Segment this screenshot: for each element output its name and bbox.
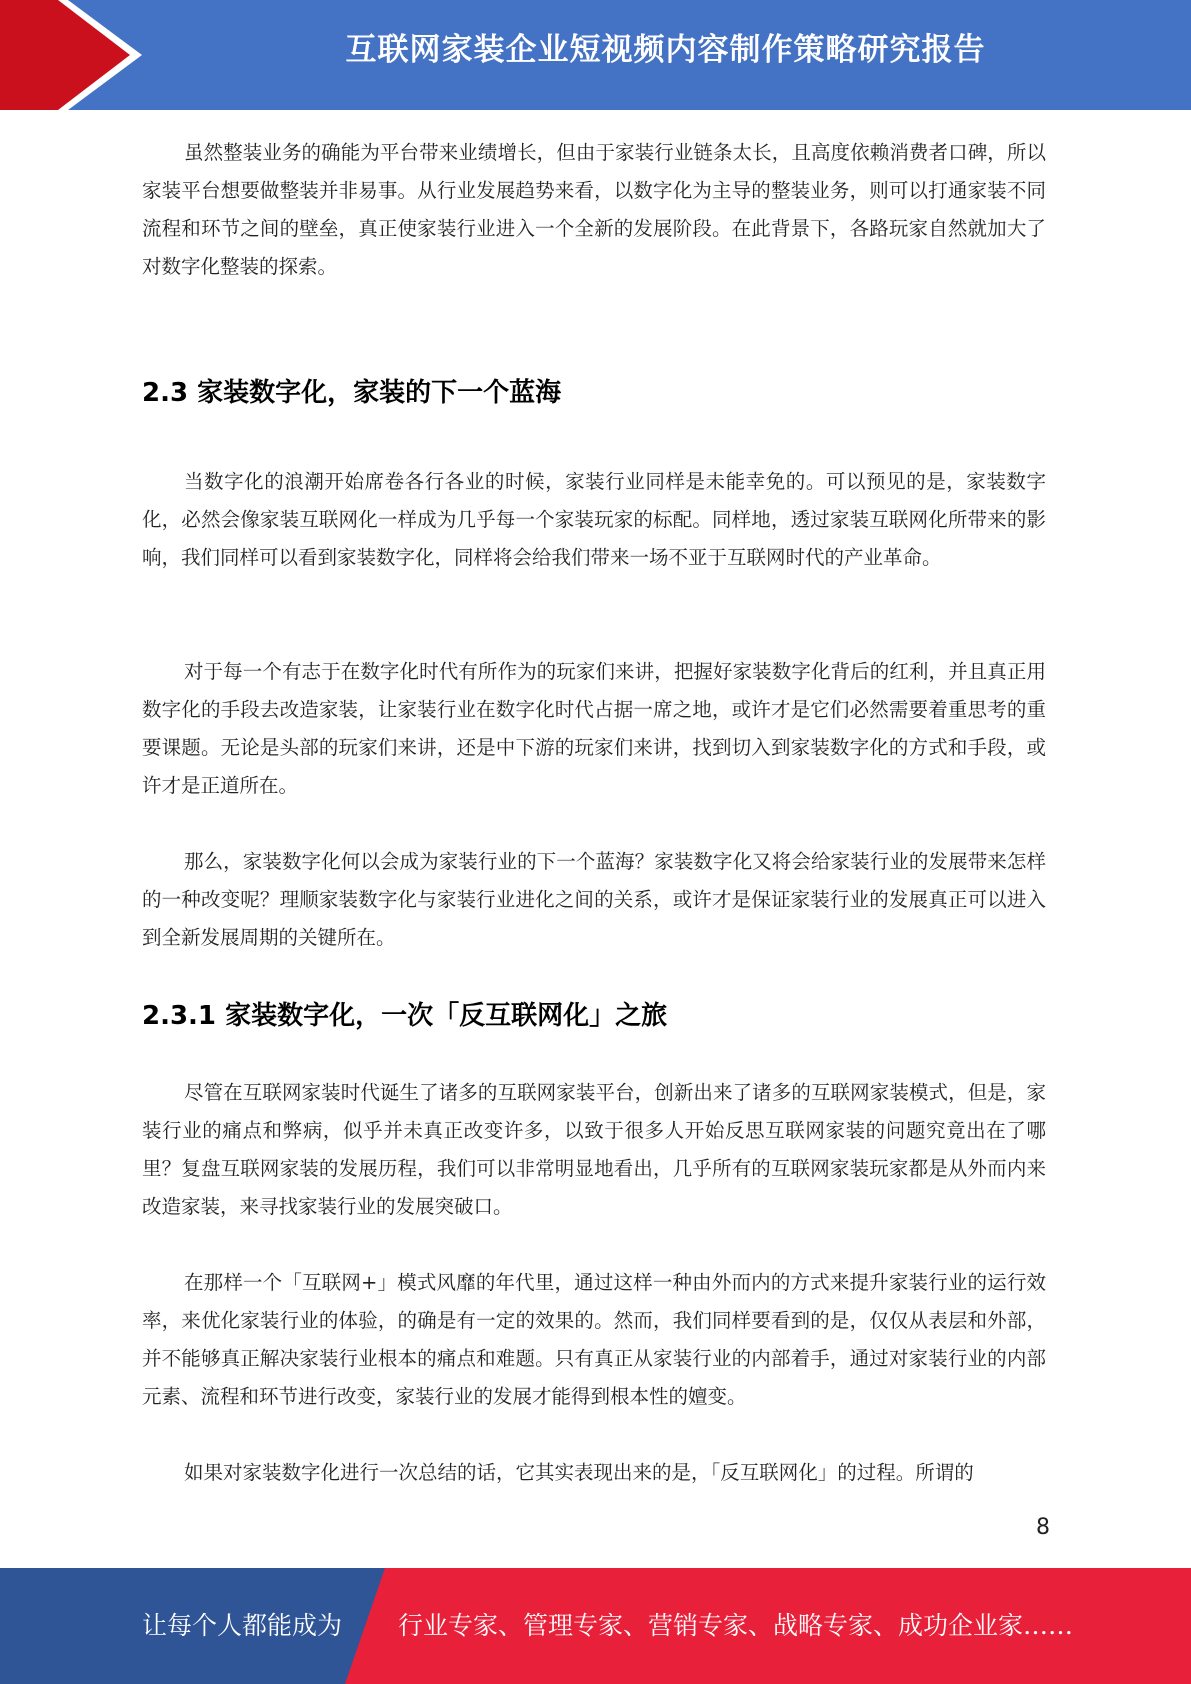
intro-paragraph: 虽然整装业务的确能为平台带来业绩增长，但由于家装行业链条太长，且高度依赖消费者口碑，所以家装平台想要做整装并非易事。从行业发展趋势来看，以数字化为主导的整装业务，则可以打通家装不同流程和环节之间的壁垒，真正使家装行业进入一个全新的发展阶段。在此背景下，各路玩家自然就加大了对数字化整装的探索。: [142, 141, 1046, 278]
report-title: 互联网家装企业短视频内容制作策略研究报告: [345, 32, 986, 68]
footer-slogan-right: 行业专家、管理专家、营销专家、战略专家、成功企业家……: [398, 1611, 1074, 1640]
paragraph-2-3-a: 当数字化的浪潮开始席卷各行各业的时候，家装行业同样是未能幸免的。可以预见的是，家装数字化，必然会像家装互联网化一样成为几乎每一个家装玩家的标配。同样地，透过家装互联网化所带来的影响，我们同样可以看到家装数字化，同样将会给我们带来一场不亚于互联网时代的产业革命。: [142, 470, 1046, 569]
footer-band: [0, 1568, 1191, 1684]
paragraph-2-3-b: 对于每一个有志于在数字化时代有所作为的玩家们来讲，把握好家装数字化背后的红利，并且真正用数字化的手段去改造家装，让家装行业在数字化时代占据一席之地，或许才是它们必然需要着重思考的重要课题。无论是头部的玩家们来讲，还是中下游的玩家们来讲，找到切入到家装数字化的方式和手段，或许才是正道所在。: [142, 660, 1046, 797]
section-heading-2-3: 2.3 家装数字化，家装的下一个蓝海: [142, 378, 562, 408]
paragraph-2-3-1-b: 在那样一个「互联网+」模式风靡的年代里，通过这样一种由外而内的方式来提升家装行业的运行效率，来优化家装行业的体验，的确是有一定的效果的。然而，我们同样要看到的是，仅仅从表层和外部，并不能够真正解决家装行业根本的痛点和难题。只有真正从家装行业的内部着手，通过对家装行业的内部元素、流程和环节进行改变，家装行业的发展才能得到根本性的嬗变。: [142, 1271, 1046, 1408]
page-number: 8: [1036, 1515, 1050, 1540]
paragraph-2-3-1-a: 尽管在互联网家装时代诞生了诸多的互联网家装平台，创新出来了诸多的互联网家装模式，但是，家装行业的痛点和弊病，似乎并未真正改变许多，以致于很多人开始反思互联网家装的问题究竟出在了哪里？复盘互联网家装的发展历程，我们可以非常明显地看出，几乎所有的互联网家装玩家都是从外而内来改造家装，来寻找家装行业的发展突破口。: [142, 1081, 1046, 1218]
section-heading-2-3-1: 2.3.1 家装数字化，一次「反互联网化」之旅: [142, 1001, 668, 1031]
paragraph-2-3-c: 那么，家装数字化何以会成为家装行业的下一个蓝海？家装数字化又将会给家装行业的发展带来怎样的一种改变呢？理顺家装数字化与家装行业进化之间的关系，或许才是保证家装行业的发展真正可以进入到全新发展周期的关键所在。: [142, 850, 1046, 949]
paragraph-2-3-1-c: 如果对家装数字化进行一次总结的话，它其实表现出来的是，「反互联网化」的过程。所谓的: [184, 1461, 974, 1484]
footer-slogan-left: 让每个人都能成为: [142, 1611, 343, 1640]
header-band: [0, 0, 1191, 110]
